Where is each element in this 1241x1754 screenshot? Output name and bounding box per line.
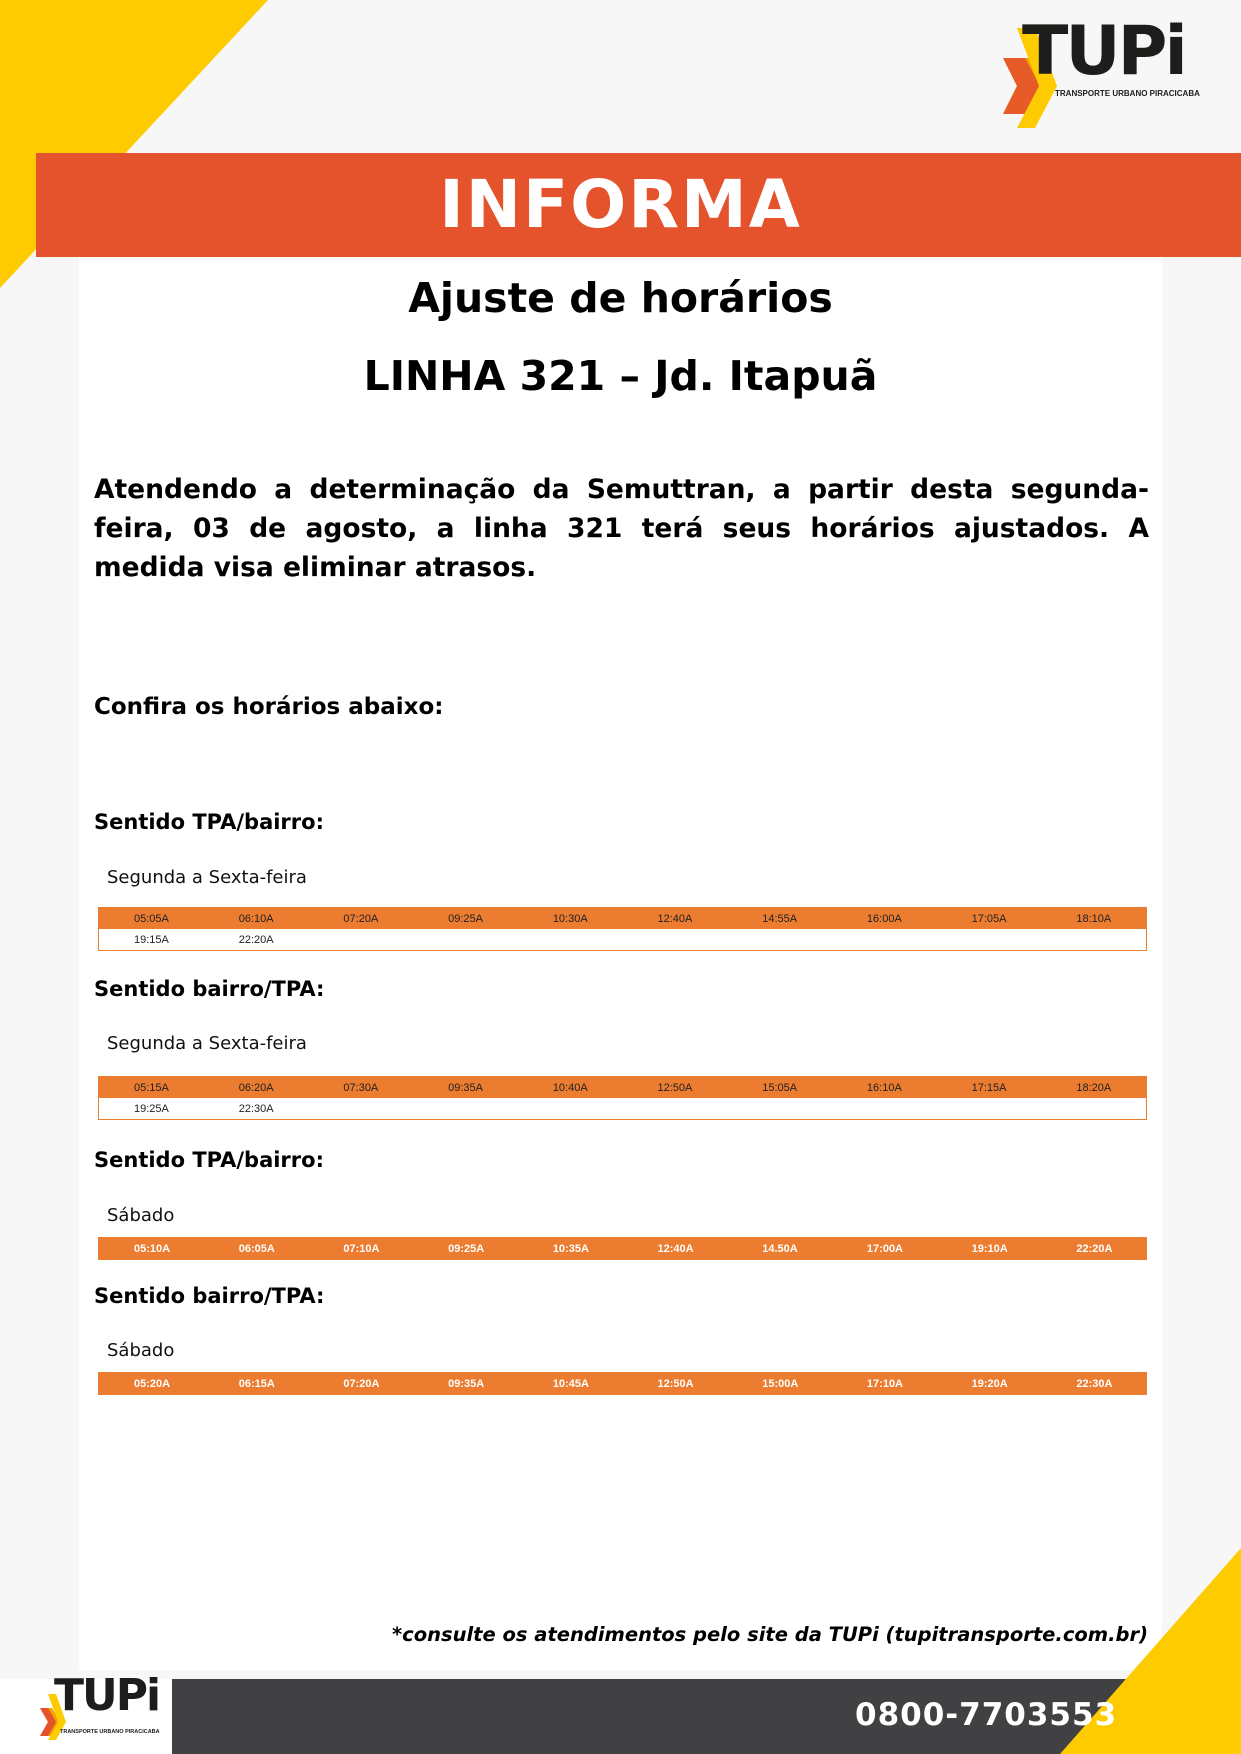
time-cell: 07:10A	[343, 1242, 380, 1255]
time-cell: 10:35A	[552, 1242, 589, 1255]
time-cell: 12:40A	[657, 1242, 694, 1255]
day-label: Sábado	[107, 1205, 175, 1226]
time-cell: 16:00A	[866, 912, 902, 925]
time-cell: 22:30A	[238, 1102, 274, 1115]
time-cell: 22:20A	[1076, 1242, 1113, 1255]
time-cell: 17:10A	[866, 1377, 903, 1390]
schedule-table	[98, 1076, 1147, 1120]
time-cell: 05:10A	[134, 1242, 171, 1255]
table-row	[99, 908, 1146, 929]
page-title: Ajuste de horários	[408, 274, 833, 322]
time-cell: 09:25A	[448, 1242, 485, 1255]
time-cell: 10:40A	[552, 1081, 588, 1094]
time-cell: 19:20A	[971, 1377, 1008, 1390]
time-cell: 12:50A	[657, 1081, 693, 1094]
tupi-logo-tagline: TRANSPORTE URBANO PIRACICABA	[1055, 89, 1200, 98]
time-cell: 14.50A	[762, 1242, 798, 1255]
phone-number: 0800-7703553	[855, 1697, 1118, 1733]
schedule-table	[98, 907, 1147, 951]
confira-heading: Confira os horários abaixo:	[94, 694, 444, 720]
time-cell: 14:55A	[762, 912, 798, 925]
time-cell: 19:25A	[134, 1102, 169, 1115]
time-cell: 15:05A	[762, 1081, 798, 1094]
section-heading: Sentido bairro/TPA:	[94, 977, 325, 1001]
time-cell: 17:05A	[971, 912, 1007, 925]
time-cell: 15:00A	[762, 1377, 799, 1390]
time-cell: 07:20A	[343, 912, 379, 925]
schedule-table	[98, 1372, 1147, 1395]
tupi-logo-word-small: TUPi	[54, 1670, 160, 1721]
schedule-table	[98, 1237, 1147, 1260]
time-cell: 19:10A	[971, 1242, 1008, 1255]
time-cell: 16:10A	[866, 1081, 902, 1094]
time-cell: 12:50A	[657, 1377, 694, 1390]
banner-title: INFORMA	[439, 166, 802, 243]
section-heading: Sentido TPA/bairro:	[94, 810, 324, 834]
day-label: Segunda a Sexta-feira	[107, 867, 307, 888]
time-cell: 05:15A	[134, 1081, 169, 1094]
time-cell: 22:30A	[1076, 1377, 1113, 1390]
time-cell: 17:15A	[971, 1081, 1007, 1094]
time-cell: 12:40A	[657, 912, 693, 925]
footnote: *consulte os atendimentos pelo site da TUPi (tupitransporte.com.br)	[391, 1623, 1148, 1646]
line-title: LINHA 321 – Jd. Itapuã	[363, 352, 878, 400]
time-cell: 07:30A	[343, 1081, 379, 1094]
time-cell: 06:20A	[238, 1081, 274, 1094]
time-cell: 05:20A	[134, 1377, 171, 1390]
tupi-logo-tagline-small: TRANSPORTE URBANO PIRACICABA	[60, 1729, 160, 1735]
day-label: Segunda a Sexta-feira	[107, 1033, 307, 1054]
time-cell: 18:20A	[1076, 1081, 1112, 1094]
time-cell: 07:20A	[343, 1377, 380, 1390]
time-cell: 10:45A	[552, 1377, 589, 1390]
time-cell: 18:10A	[1076, 912, 1112, 925]
time-cell: 09:35A	[448, 1081, 483, 1094]
time-cell: 06:10A	[238, 912, 274, 925]
table-row	[99, 1373, 1146, 1394]
section-heading: Sentido bairro/TPA:	[94, 1284, 325, 1308]
time-cell: 09:35A	[448, 1377, 485, 1390]
day-label: Sábado	[107, 1340, 175, 1361]
time-cell: 09:25A	[448, 912, 483, 925]
time-cell: 17:00A	[866, 1242, 903, 1255]
intro-paragraph: Atendendo a determinação da Semuttran, a partir desta segunda-feira, 03 de agosto, a linha 321 terá seus horários ajustados. A medida visa eliminar atrasos.	[94, 474, 1149, 583]
table-row	[99, 1238, 1146, 1259]
time-cell: 06:15A	[238, 1377, 275, 1390]
time-cell: 05:05A	[134, 912, 169, 925]
time-cell: 06:05A	[238, 1242, 275, 1255]
time-cell: 19:15A	[134, 933, 169, 946]
section-heading: Sentido TPA/bairro:	[94, 1148, 324, 1172]
table-row	[99, 1098, 1146, 1119]
time-cell: 10:30A	[552, 912, 588, 925]
table-row	[99, 1077, 1146, 1098]
time-cell: 22:20A	[238, 933, 274, 946]
table-row	[99, 929, 1146, 950]
tupi-logo-word: TUPi	[1022, 12, 1185, 91]
